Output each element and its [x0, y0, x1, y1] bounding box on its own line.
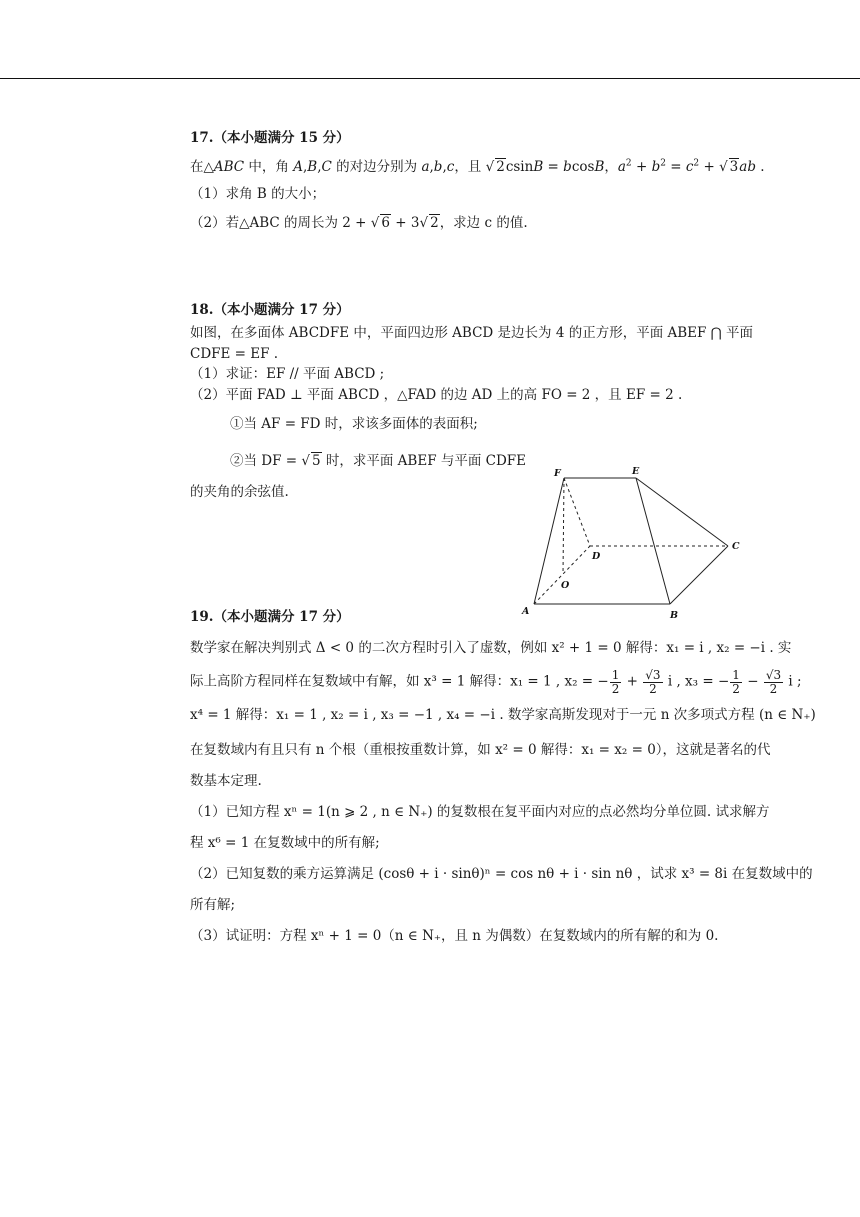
- q19-part1b: 程 x⁶ = 1 在复数域中的所有解;: [190, 834, 380, 851]
- label-b: B: [670, 610, 679, 621]
- q17-title: 17.（本小题满分 15 分）: [190, 130, 350, 146]
- q18-sub2: ②当 DF = √ 5 时，求平面 ABEF 与平面 CDFE: [230, 453, 527, 470]
- label-a: A: [522, 606, 530, 617]
- q18-line1: 如图，在多面体 ABCDFE 中，平面四边形 ABCD 是边长为 4 的正方形，平面 ABEF ⋂ 平面: [190, 324, 754, 341]
- label-c: C: [732, 541, 740, 552]
- q18-part2: （2）平面 FAD ⊥ 平面 ABCD ，△FAD 的边 AD 上的高 FO = 2 ，且 EF = 2 .: [190, 387, 683, 404]
- q17-stem: 在△ABC 中，角 A,B,C 的对边分别为 a,b,c，且 √ 2csinB = bcosB，$a^2 + b^2 = c^2$ + √ 3ab .: [190, 158, 765, 175]
- q19-line5: 数基本定理.: [190, 772, 262, 789]
- q17-part1: （1）求角 B 的大小；: [190, 185, 326, 202]
- q19-title: 19.（本小题满分 17 分）: [190, 609, 350, 626]
- q19-part3: （3）试证明：方程 xⁿ + 1 = 0（n ∈ N₊，且 n 为偶数）在复数域内的所有解的和为 0.: [190, 927, 719, 944]
- edge-bc: [670, 546, 728, 604]
- label-f: F: [554, 468, 561, 479]
- q18-title: 18.（本小题满分 17 分）: [190, 301, 350, 318]
- edge-ec: [636, 478, 728, 546]
- header-rule: [0, 78, 860, 79]
- label-d: D: [592, 551, 601, 562]
- q19-line2: 际上高阶方程同样在复数域中有解，如 x³ = 1 解得：x₁ = 1 , x₂ = − $\frac{1}{2}$ + $\frac{√3}{2}$ i , x₃ = − $\frac{1}{2}$ − $\frac{√3}{2}$ i ;: [190, 667, 802, 696]
- q18-line2: CDFE = EF .: [190, 345, 279, 362]
- label-o: O: [561, 580, 570, 591]
- q19-part1a: （1）已知方程 xⁿ = 1(n ⩾ 2 , n ∈ N₊) 的复数根在复平面内对应的点必然均分单位圆. 试求解方: [190, 803, 770, 820]
- edge-eb: [636, 478, 670, 604]
- polyhedron-figure: [520, 466, 750, 624]
- q19-part2a: （2）已知复数的乘方运算满足 (cosθ + i · sinθ)ⁿ = cos nθ + i · sin nθ ，试求 x³ = 8i 在复数域中的: [190, 865, 813, 882]
- q18-sub2-line2: 的夹角的余弦值.: [190, 484, 289, 501]
- edge-fo: [563, 478, 564, 574]
- q18-sub1: ①当 AF = FD 时，求该多面体的表面积;: [230, 416, 478, 433]
- q19-part2b: 所有解;: [190, 896, 236, 913]
- q18-part1: （1）求证：EF // 平面 ABCD ;: [190, 366, 385, 383]
- q17-part2: （2）若△ABC 的周长为 2 + √ 6 + 3√ 2，求边 c 的值.: [190, 214, 528, 231]
- label-e: E: [632, 466, 640, 477]
- q19-line4: 在复数域内有且只有 n 个根（重根按重数计算，如 x² = 0 解得：x₁ = x₂ = 0），这就是著名的代: [190, 742, 771, 759]
- edge-fa: [534, 478, 564, 604]
- q19-line1: 数学家在解决判别式 Δ < 0 的二次方程时引入了虚数，例如 x² + 1 = 0 解得：x₁ = i , x₂ = −i . 实: [190, 639, 792, 656]
- edge-fd: [564, 478, 590, 546]
- q19-line3: x⁴ = 1 解得：x₁ = 1 , x₂ = i , x₃ = −1 , x₄ = −i . 数学家高斯发现对于一元 n 次多项式方程 (n ∈ N₊): [190, 707, 816, 724]
- edge-ad: [534, 546, 590, 604]
